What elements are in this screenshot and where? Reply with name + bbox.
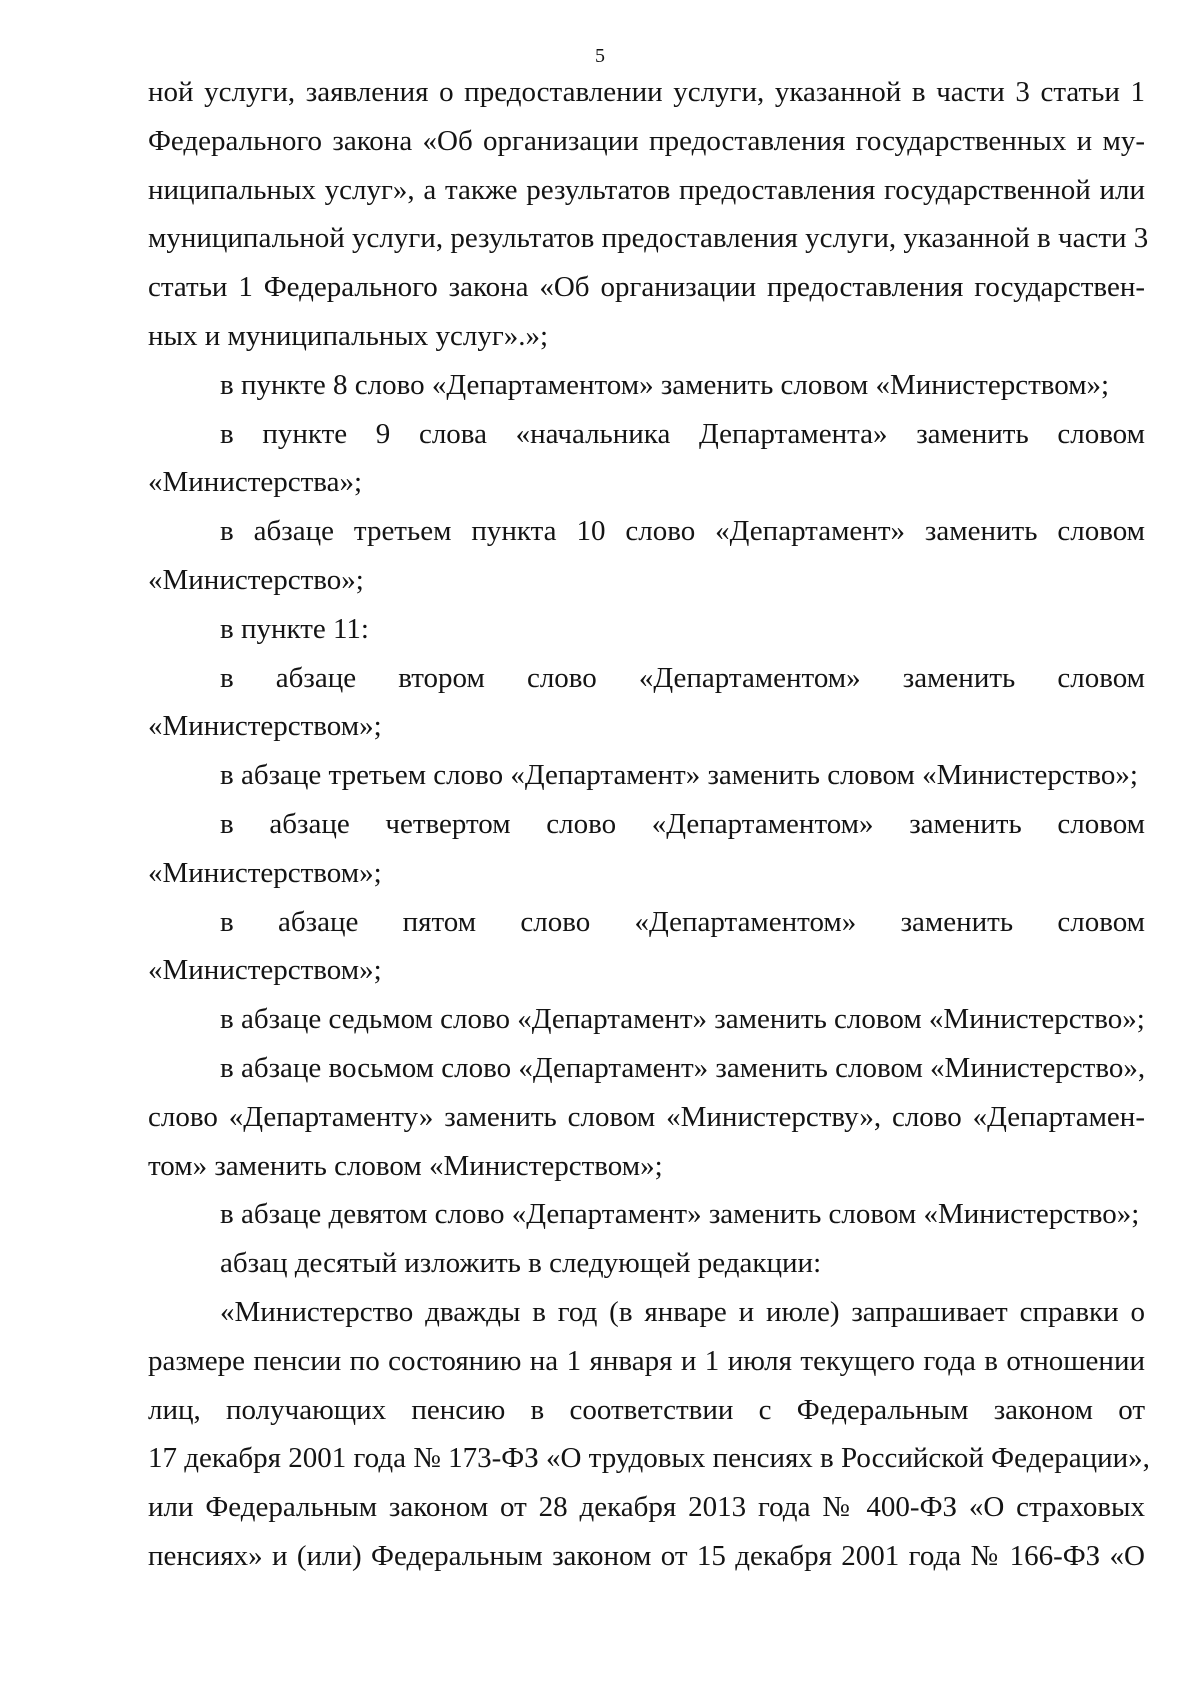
text-line: 17 декабря 2001 года № 173-ФЗ «О трудовых пенсиях в Российской Федерации», [148,1442,1150,1475]
text-line: слово «Департаменту» заменить словом «Министерству», слово «Департамен- [148,1100,1145,1133]
text-line: в абзаце втором слово «Департаментом» заменить словом [220,661,1145,694]
text-line: ных и муниципальных услуг».»; [148,319,549,352]
text-line: в пункте 8 слово «Департаментом» заменить словом «Министерством»; [220,368,1110,401]
text-line: в пункте 9 слова «начальника Департамента» заменить словом [220,417,1145,450]
text-line: «Министерством»; [148,954,382,987]
text-line: ниципальных услуг», а также результатов предоставления государственной или [148,173,1145,206]
text-line: «Министерством»; [148,710,382,743]
text-line: в абзаце третьем слово «Департамент» заменить словом «Министерство»; [220,759,1138,792]
text-line: в абзаце третьем пункта 10 слово «Департамент» заменить словом [220,515,1145,548]
text-line: «Министерство дважды в год (в январе и июле) запрашивает справки о [220,1295,1145,1328]
text-line: абзац десятый изложить в следующей редакции: [220,1247,822,1280]
text-line: том» заменить словом «Министерством»; [148,1149,663,1182]
text-line: Федерального закона «Об организации предоставления государственных и му- [148,124,1145,157]
document-body [148,68,1150,1581]
text-line: в абзаце восьмом слово «Департамент» заменить словом «Министерство», [220,1051,1146,1084]
text-line: муниципальной услуги, результатов предоставления услуги, указанной в части 3 [148,222,1149,255]
text-line: пенсиях» и (или) Федеральным законом от 15 декабря 2001 года № 166-ФЗ «О [148,1539,1145,1572]
text-line: в пункте 11: [220,612,369,645]
text-line: или Федеральным законом от 28 декабря 2013 года № 400-ФЗ «О страховых [148,1491,1145,1524]
text-line: в абзаце седьмом слово «Департамент» заменить словом «Министерство»; [220,1003,1145,1036]
text-line: в абзаце девятом слово «Департамент» заменить словом «Министерство»; [220,1198,1140,1231]
text-line: ной услуги, заявления о предоставлении услуги, указанной в части 3 статьи 1 [148,76,1145,108]
text-line: лиц, получающих пенсию в соответствии с Федеральным законом от [148,1393,1145,1426]
text-line: «Министерством»; [148,856,382,889]
text-line: размере пенсии по состоянию на 1 января и 1 июля текущего года в отношении [148,1344,1145,1377]
text-line: в абзаце пятом слово «Департаментом» заменить словом [220,905,1145,938]
text-line: «Министерство»; [148,563,364,596]
page-number: 5 [595,45,605,67]
text-line: «Министерства»; [148,466,363,499]
text-line: в абзаце четвертом слово «Департаментом» заменить словом [220,807,1145,840]
text-line: статьи 1 Федерального закона «Об организации предоставления государствен- [148,271,1145,304]
